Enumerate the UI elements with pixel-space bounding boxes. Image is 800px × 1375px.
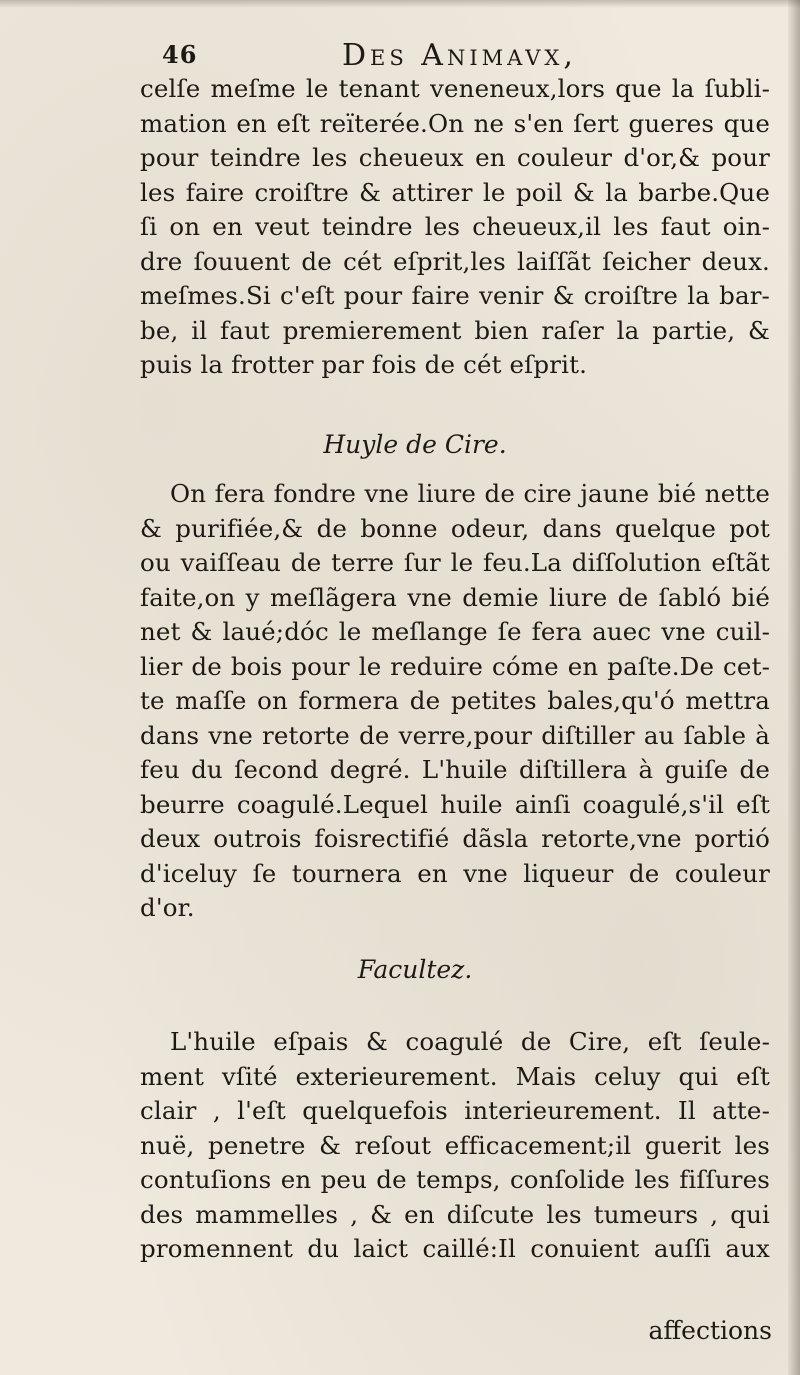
text-line: ſi on en veut teindre les cheueux,il les faut oin- — [140, 212, 770, 241]
text-line: dans vne retorte de verre,pour diſtiller au ſable à — [140, 720, 770, 750]
paragraph-facultez — [140, 1025, 770, 1267]
text-line: meſmes.Si c'eſt pour faire venir & croiſtre la bar- — [140, 281, 770, 310]
text-line: net & laué;dóc le meſlange ſe fera auec vne cuil- — [140, 617, 770, 646]
text-line: puis la frotter par fois de cét eſprit. — [140, 350, 588, 379]
text-line: On fera fondre vne liure de cire jaune bié nette — [170, 479, 770, 508]
text-line: contuſions en peu de temps, conſolide les fiſſures — [140, 1165, 770, 1194]
text-line: mation en eſt reïterée.On ne s'en ſert gueres que — [140, 108, 770, 138]
text-line: clair , l'eſt quelquefois interieurement. Il atte- — [140, 1096, 770, 1125]
text-line: lier de bois pour le reduire cóme en paſte.De cet- — [140, 651, 770, 681]
page-right-shadow — [788, 0, 800, 1375]
page-number: 46 — [162, 40, 198, 69]
text-line: te maſſe on formera de petites bales,qu'ó mettra — [140, 686, 770, 715]
text-line: pour teindre les cheueux en couleur d'or,& pour — [140, 143, 770, 172]
text-line: feu du ſecond degré. L'huile diſtillera à guiſe de — [140, 755, 770, 784]
text-line: nuë, penetre & reſout efficacement;il guerit les — [140, 1130, 770, 1160]
page-top-shadow — [0, 0, 800, 8]
text-line: promennent du laict caillé:Il conuient auſſi aux — [140, 1234, 770, 1263]
text-line: les faire croiſtre & attirer le poil & la barbe.Que — [140, 177, 770, 207]
paragraph-huyle-de-cire — [140, 477, 770, 926]
text-line: beurre coagulé.Lequel huile ainſi coagulé,s'il eſt — [140, 789, 770, 819]
text-line: d'or. — [140, 893, 195, 922]
section-heading-facultez: Facultez. — [357, 955, 473, 984]
text-line: dre ſouuent de cét eſprit,les laiſſãt ſeicher deux. — [140, 246, 770, 276]
running-title: Des Animavx, — [342, 38, 577, 73]
section-heading-huyle-de-cire: Huyle de Cire. — [323, 430, 507, 459]
text-line: & purifiée,& de bonne odeur, dans quelque pot — [140, 513, 770, 543]
text-line: ment vſité exterieurement. Mais celuy qui eſt — [140, 1061, 770, 1091]
paragraph-esprit-de-cire — [140, 72, 770, 383]
text-line: des mammelles , & en diſcute les tumeurs , qui — [140, 1199, 770, 1229]
text-line: be, il faut premierement bien raſer la partie, & — [140, 315, 770, 345]
text-line: faite,on y meſlãgera vne demie liure de ſabló bié — [140, 582, 770, 612]
text-line: d'iceluy ſe tournera en vne liqueur de couleur — [140, 858, 770, 888]
text-line: L'huile eſpais & coagulé de Cire, eſt ſeule- — [170, 1027, 770, 1056]
text-line: ou vaiſſeau de terre ſur le feu.La diſſolution eſtãt — [140, 548, 770, 577]
text-line: deux outrois foisrectifié dãsla retorte,vne portió — [140, 824, 770, 853]
catchword: affections — [648, 1316, 772, 1345]
text-line: celſe meſme le tenant veneneux,lors que la ſubli- — [140, 74, 770, 103]
